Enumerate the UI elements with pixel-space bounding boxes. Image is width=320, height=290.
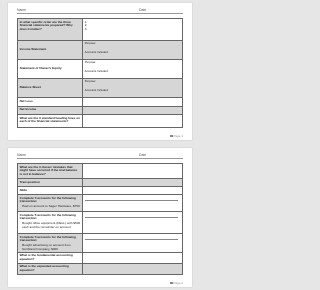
purpose-label: Purpose: <box>84 78 96 83</box>
question-cell: What are the 3 classic mistakes that might have occurred if the trial balance is not in balance? <box>18 164 83 179</box>
term-label: Net Loss <box>18 98 83 107</box>
date-label: Date <box>139 153 147 157</box>
transaction-text: Bought office equipment (DELL) with $500 cash and the remainder on account <box>22 220 81 229</box>
table-row <box>18 79 183 98</box>
table-row <box>18 60 183 79</box>
answer-cell[interactable] <box>83 263 183 274</box>
term-label: Slide <box>18 187 83 195</box>
table-row <box>18 234 183 253</box>
accounts-label: Accounts Included: <box>84 69 109 74</box>
purpose-label: Purpose: <box>84 40 96 45</box>
t-account-cell[interactable] <box>83 212 183 234</box>
table-row <box>18 164 183 179</box>
t-account-cell[interactable] <box>83 195 183 212</box>
table-row <box>18 212 183 234</box>
table-row <box>18 19 183 41</box>
accounts-label: Accounts Included: <box>84 50 109 55</box>
table-row <box>18 252 183 263</box>
t-account-cell[interactable] <box>83 234 183 253</box>
page1-question-table <box>17 18 183 128</box>
answer-cell[interactable] <box>83 98 183 107</box>
worksheet-page-2 <box>8 148 192 287</box>
question-cell <box>18 212 83 234</box>
term-label: Transposition <box>18 179 83 187</box>
list-number: 1. <box>84 19 88 24</box>
answer-cell[interactable] <box>83 115 183 128</box>
question-cell: What is the expanded accounting equation? <box>18 263 83 274</box>
statement-label: Income Statement <box>18 41 83 60</box>
table-row <box>18 195 183 212</box>
answer-line <box>85 214 179 219</box>
table-row <box>18 98 183 107</box>
transaction-text: Paid on account to Sager Hardware, $750 <box>22 203 80 208</box>
answer-cell[interactable] <box>83 60 183 79</box>
header-divider <box>17 158 183 159</box>
name-label: Name <box>17 153 27 157</box>
answer-cell[interactable] <box>83 19 183 41</box>
statement-label: Balance Sheet <box>18 79 83 98</box>
table-row <box>18 106 183 115</box>
header-divider <box>17 13 183 14</box>
question-cell: In what specific order are the three financial statements prepared? Why does it matter? <box>18 19 83 41</box>
list-number: 3. <box>84 27 88 32</box>
answer-cell[interactable] <box>83 79 183 98</box>
transaction-text: Bought advertising on account from Northland Company, $300 <box>22 242 71 251</box>
accounts-label: Accounts Included: <box>84 88 109 93</box>
statement-label: Statement of Owner's Equity <box>18 60 83 79</box>
question-cell <box>18 195 83 212</box>
list-number: 2. <box>84 23 88 28</box>
table-row <box>18 115 183 128</box>
answer-cell[interactable] <box>83 106 183 115</box>
purpose-label: Purpose: <box>84 59 96 64</box>
table-row <box>18 263 183 274</box>
table-row <box>18 187 183 195</box>
answer-cell[interactable] <box>83 179 183 187</box>
question-cell: What are the 3 standard heading lines on each of the financial statements? <box>18 115 83 128</box>
answer-line <box>85 236 179 241</box>
answer-cell[interactable] <box>83 252 183 263</box>
table-row <box>18 41 183 60</box>
question-text: Complete T-accounts for the following transaction: <box>19 234 76 243</box>
answer-cell[interactable] <box>83 187 183 195</box>
question-text: Complete T-accounts for the following transaction: <box>19 212 76 221</box>
date-label: Date <box>139 8 147 12</box>
page-number: Page 2 <box>170 281 183 285</box>
page-number: Page 1 <box>170 134 183 138</box>
term-label: Net Income <box>18 106 83 115</box>
answer-cell[interactable] <box>83 164 183 179</box>
worksheet-page-1 <box>8 3 192 140</box>
question-cell: What is the fundamental accounting equation? <box>18 252 83 263</box>
table-row <box>18 179 183 187</box>
page2-question-table <box>17 163 183 275</box>
answer-line <box>85 197 179 202</box>
question-text: Complete T-accounts for the following transaction: <box>19 195 76 204</box>
question-cell <box>18 234 83 253</box>
answer-cell[interactable] <box>83 41 183 60</box>
name-label: Name <box>17 8 27 12</box>
